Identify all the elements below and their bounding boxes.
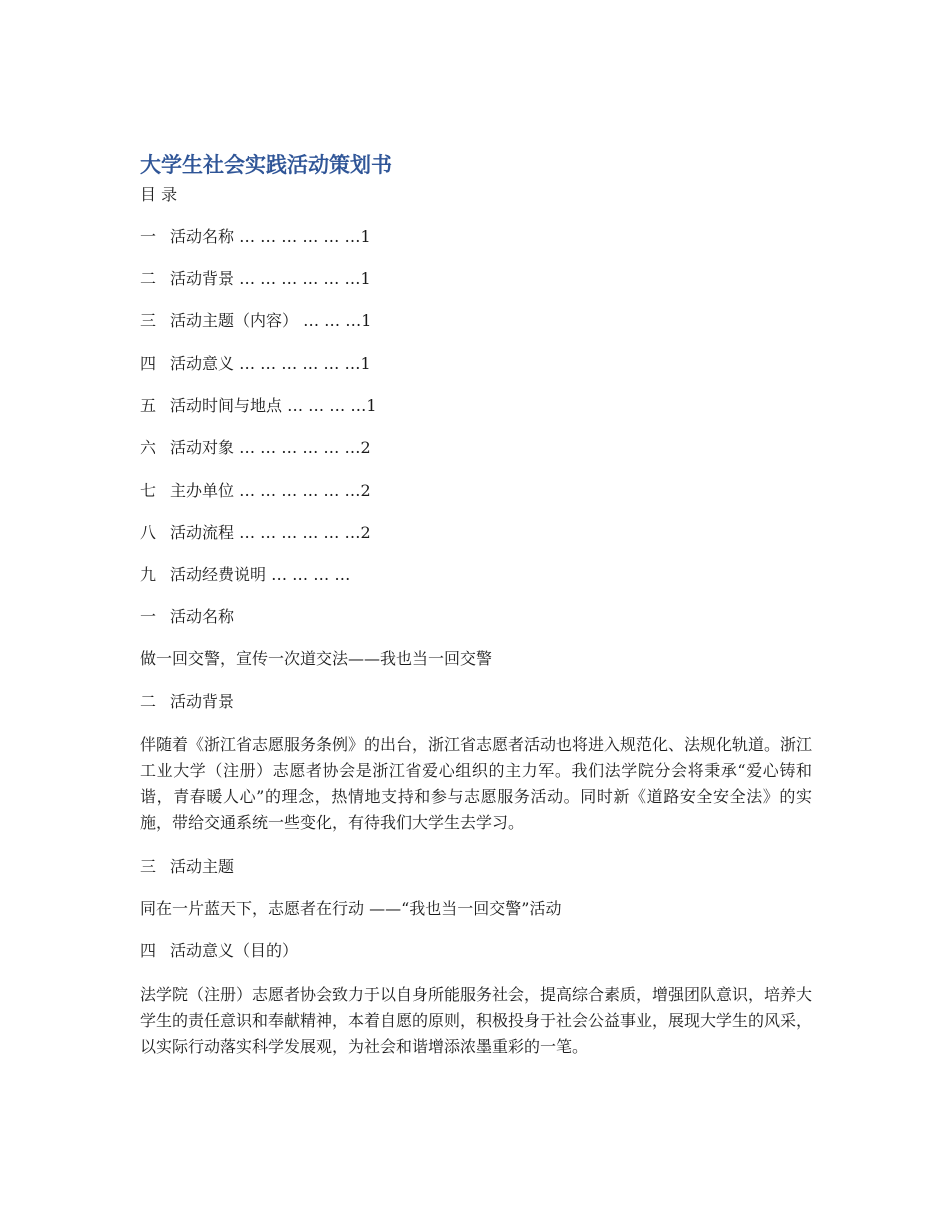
toc-item bbox=[140, 563, 350, 587]
section-number: 四 bbox=[140, 941, 157, 960]
toc-item-text: 活动背景 … … … … … …1 bbox=[170, 269, 371, 288]
section-heading bbox=[140, 690, 234, 714]
toc-heading: 目 录 bbox=[140, 185, 178, 204]
section-number: 三 bbox=[140, 857, 157, 876]
toc-item-text: 主办单位 … … … … … …2 bbox=[170, 481, 371, 500]
section-number: 一 bbox=[140, 607, 157, 626]
toc-item-text: 活动流程 … … … … … …2 bbox=[170, 523, 371, 542]
section-number: 二 bbox=[140, 692, 157, 711]
section-body: 法学院（注册）志愿者协会致力于以自身所能服务社会，提高综合素质，增强团队意识，培养大学生的责任意识和奉献精神，本着自愿的原则，积极投身于社会公益事业，展现大学生的风采，以实际行动落实科学发展观，为社会和谐增添浓墨重彩的一笔。 bbox=[140, 985, 813, 1056]
toc-item-number: 二 bbox=[140, 269, 157, 288]
section-body: 做一回交警，宣传一次道交法——我也当一回交警 bbox=[140, 649, 493, 668]
toc-item-text: 活动对象 … … … … … …2 bbox=[170, 438, 371, 457]
section-heading bbox=[140, 939, 298, 963]
toc-item-text: 活动时间与地点 … … … …1 bbox=[170, 396, 377, 415]
toc-item bbox=[140, 479, 371, 503]
toc-item bbox=[140, 436, 371, 460]
section-heading-text: 活动主题 bbox=[170, 857, 235, 876]
toc-item-text: 活动经费说明 … … … … bbox=[170, 565, 351, 584]
toc-item bbox=[140, 225, 371, 249]
toc-item-number: 三 bbox=[140, 311, 157, 330]
toc-item-number: 五 bbox=[140, 396, 157, 415]
toc-item bbox=[140, 267, 371, 291]
toc-item-number: 九 bbox=[140, 565, 157, 584]
section-heading-text: 活动意义（目的） bbox=[170, 941, 299, 960]
toc-item bbox=[140, 352, 371, 376]
toc-item-number: 四 bbox=[140, 354, 157, 373]
section-body: 伴随着《浙江省志愿服务条例》的出台，浙江省志愿者活动也将进入规范化、法规化轨道。浙江工业大学（注册）志愿者协会是浙江省爱心组织的主力军。我们法学院分会将秉承“爱心铸和谐，青春暖人心”的理念，热情地支持和参与志愿服务活动。同时新《道路安全安全法》的实施，带给交通系统一些变化，有待我们大学生去学习。 bbox=[140, 735, 813, 832]
toc-item-text: 活动意义 … … … … … …1 bbox=[170, 354, 371, 373]
section-heading bbox=[140, 855, 234, 879]
section-body: 同在一片蓝天下，志愿者在行动 ——“我也当一回交警”活动 bbox=[140, 899, 562, 918]
toc-item bbox=[140, 521, 371, 545]
toc-item bbox=[140, 309, 371, 333]
toc-item-number: 八 bbox=[140, 523, 157, 542]
toc-item-text: 活动名称 … … … … … …1 bbox=[170, 227, 371, 246]
toc-item-number: 七 bbox=[140, 481, 157, 500]
toc-item-text: 活动主题（内容） … … …1 bbox=[170, 311, 372, 330]
section-heading bbox=[140, 605, 234, 629]
toc-item-number: 六 bbox=[140, 438, 157, 457]
section-heading-text: 活动背景 bbox=[170, 692, 235, 711]
section-heading-text: 活动名称 bbox=[170, 607, 235, 626]
toc-item-number: 一 bbox=[140, 227, 157, 246]
document-title: 大学生社会实践活动策划书 bbox=[140, 153, 392, 177]
toc-item bbox=[140, 394, 377, 418]
